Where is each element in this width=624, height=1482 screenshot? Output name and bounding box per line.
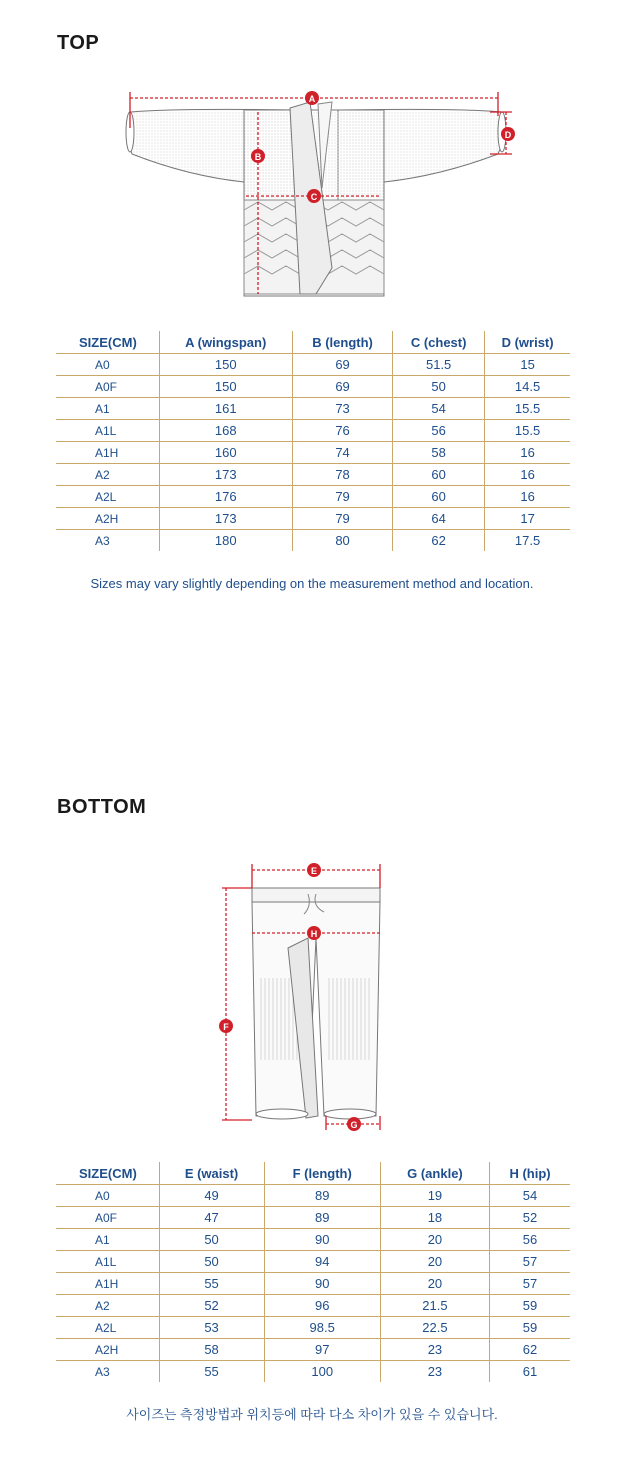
table-row (56, 1339, 570, 1361)
value-cell: 23 (380, 1339, 489, 1361)
value-cell: 150 (159, 354, 292, 376)
value-cell: 50 (393, 376, 485, 398)
bottom-section-title: BOTTOM (57, 796, 147, 818)
table-row (56, 1295, 570, 1317)
value-cell: 60 (393, 464, 485, 486)
value-cell: 17 (485, 508, 570, 530)
marker-h (307, 926, 321, 940)
value-cell: 176 (159, 486, 292, 508)
value-cell: 97 (264, 1339, 380, 1361)
value-cell: 47 (159, 1207, 264, 1229)
svg-text:D: D (504, 130, 512, 140)
top-header-row (56, 331, 570, 354)
header-cell: C (chest) (393, 331, 485, 354)
top-size-note: Sizes may vary slightly depending on the measurement method and location. (90, 576, 534, 591)
marker-b (251, 149, 265, 163)
header-cell: A (wingspan) (159, 331, 292, 354)
value-cell: 15 (485, 354, 570, 376)
value-cell: 55 (159, 1273, 264, 1295)
value-cell: 18 (380, 1207, 489, 1229)
table-row (56, 398, 570, 420)
value-cell: 15.5 (485, 398, 570, 420)
table-row (56, 1185, 570, 1207)
value-cell: 54 (490, 1185, 570, 1207)
size-cell: A1L (56, 1251, 159, 1273)
value-cell: 58 (159, 1339, 264, 1361)
value-cell: 74 (292, 442, 392, 464)
value-cell: 16 (485, 486, 570, 508)
pants-diagram (212, 858, 412, 1136)
value-cell: 60 (393, 486, 485, 508)
value-cell: 173 (159, 508, 292, 530)
bottom-header-row (56, 1162, 570, 1185)
value-cell: 90 (264, 1229, 380, 1251)
value-cell: 98.5 (264, 1317, 380, 1339)
value-cell: 51.5 (393, 354, 485, 376)
svg-text:G: G (350, 1120, 358, 1130)
value-cell: 173 (159, 464, 292, 486)
header-cell: G (ankle) (380, 1162, 489, 1185)
svg-text:A: A (308, 94, 316, 104)
size-cell: A2 (56, 1295, 159, 1317)
value-cell: 52 (490, 1207, 570, 1229)
jacket-diagram (118, 88, 518, 300)
bottom-size-note: 사이즈는 측정방법과 위치등에 따라 다소 차이가 있을 수 있습니다. (126, 1407, 498, 1422)
value-cell: 52 (159, 1295, 264, 1317)
value-cell: 59 (490, 1317, 570, 1339)
table-row (56, 376, 570, 398)
svg-text:E: E (310, 866, 318, 876)
value-cell: 94 (264, 1251, 380, 1273)
value-cell: 17.5 (485, 530, 570, 552)
size-cell: A0F (56, 376, 159, 398)
value-cell: 76 (292, 420, 392, 442)
table-row (56, 1207, 570, 1229)
value-cell: 89 (264, 1185, 380, 1207)
size-cell: A0F (56, 1207, 159, 1229)
value-cell: 100 (264, 1361, 380, 1383)
header-cell: H (hip) (490, 1162, 570, 1185)
size-cell: A1 (56, 398, 159, 420)
value-cell: 69 (292, 376, 392, 398)
table-row (56, 1229, 570, 1251)
value-cell: 79 (292, 508, 392, 530)
value-cell: 79 (292, 486, 392, 508)
table-row (56, 1361, 570, 1383)
header-cell: SIZE(CM) (56, 331, 159, 354)
marker-f (219, 1019, 233, 1033)
value-cell: 64 (393, 508, 485, 530)
value-cell: 89 (264, 1207, 380, 1229)
marker-e (307, 863, 321, 877)
bottom-size-table (56, 1162, 570, 1382)
table-row (56, 1317, 570, 1339)
table-row (56, 1251, 570, 1273)
top-section-title: TOP (57, 32, 100, 54)
value-cell: 168 (159, 420, 292, 442)
table-row (56, 442, 570, 464)
size-cell: A1L (56, 420, 159, 442)
header-cell: B (length) (292, 331, 392, 354)
size-cell: A0 (56, 354, 159, 376)
value-cell: 56 (490, 1229, 570, 1251)
value-cell: 62 (393, 530, 485, 552)
value-cell: 59 (490, 1295, 570, 1317)
value-cell: 20 (380, 1229, 489, 1251)
header-cell: SIZE(CM) (56, 1162, 159, 1185)
value-cell: 56 (393, 420, 485, 442)
size-cell: A3 (95, 1364, 110, 1379)
value-cell: 19 (380, 1185, 489, 1207)
value-cell: 16 (485, 442, 570, 464)
value-cell: 22.5 (380, 1317, 489, 1339)
value-cell: 57 (490, 1273, 570, 1295)
value-cell: 54 (393, 398, 485, 420)
value-cell: 50 (159, 1229, 264, 1251)
header-cell: D (wrist) (485, 331, 570, 354)
value-cell: 20 (380, 1251, 489, 1273)
value-cell: 55 (159, 1361, 264, 1383)
table-row (56, 1273, 570, 1295)
value-cell: 160 (159, 442, 292, 464)
marker-d (501, 127, 515, 141)
table-row (56, 508, 570, 530)
value-cell: 57 (490, 1251, 570, 1273)
size-cell: A3 (95, 533, 110, 548)
svg-text:H: H (310, 929, 318, 939)
value-cell: 62 (490, 1339, 570, 1361)
table-row (56, 486, 570, 508)
value-cell: 180 (159, 530, 292, 552)
marker-a (305, 91, 319, 105)
value-cell: 161 (159, 398, 292, 420)
table-row (56, 464, 570, 486)
table-row (56, 354, 570, 376)
size-cell: A1H (56, 1273, 159, 1295)
value-cell: 49 (159, 1185, 264, 1207)
svg-text:F: F (223, 1022, 229, 1032)
value-cell: 16 (485, 464, 570, 486)
marker-c (307, 189, 321, 203)
svg-text:B: B (254, 152, 262, 162)
size-cell: A2L (56, 1317, 159, 1339)
svg-text:C: C (310, 192, 318, 202)
size-cell: A0 (56, 1185, 159, 1207)
value-cell: 150 (159, 376, 292, 398)
value-cell: 80 (292, 530, 392, 552)
size-cell: A1 (56, 1229, 159, 1251)
size-cell: A2L (56, 486, 159, 508)
value-cell: 15.5 (485, 420, 570, 442)
value-cell: 90 (264, 1273, 380, 1295)
top-size-table (56, 331, 570, 551)
value-cell: 58 (393, 442, 485, 464)
size-cell: A2 (56, 464, 159, 486)
value-cell: 14.5 (485, 376, 570, 398)
header-cell: E (waist) (159, 1162, 264, 1185)
value-cell: 73 (292, 398, 392, 420)
value-cell: 21.5 (380, 1295, 489, 1317)
size-cell: A2H (56, 508, 159, 530)
value-cell: 78 (292, 464, 392, 486)
header-cell: F (length) (264, 1162, 380, 1185)
value-cell: 50 (159, 1251, 264, 1273)
table-row (56, 530, 570, 552)
value-cell: 96 (264, 1295, 380, 1317)
value-cell: 20 (380, 1273, 489, 1295)
value-cell: 61 (490, 1361, 570, 1383)
marker-g (347, 1117, 361, 1131)
size-cell: A1H (56, 442, 159, 464)
table-row (56, 420, 570, 442)
value-cell: 53 (159, 1317, 264, 1339)
value-cell: 69 (292, 354, 392, 376)
size-cell: A2H (56, 1339, 159, 1361)
value-cell: 23 (380, 1361, 489, 1383)
